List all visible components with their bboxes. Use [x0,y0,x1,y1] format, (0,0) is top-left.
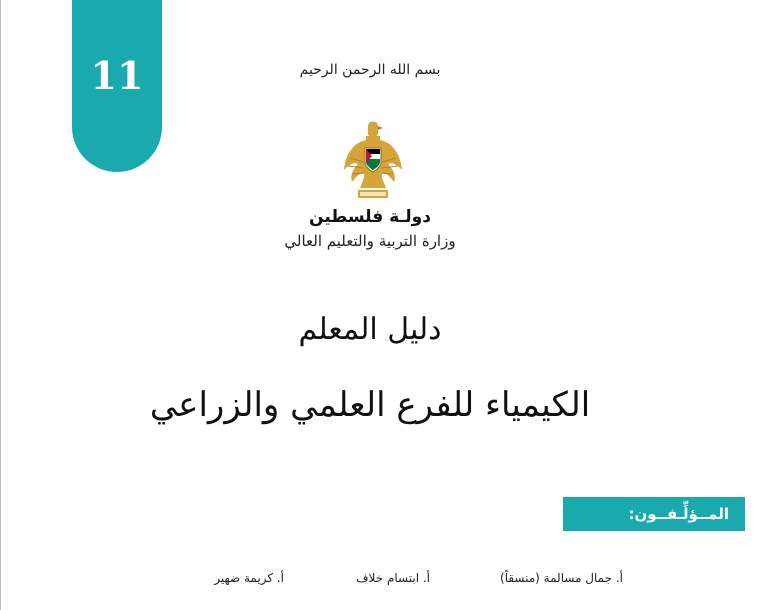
ministry-name: وزارة التربية والتعليم العالي [284,232,456,250]
basmala: بسم الله الرحمن الرحيم [299,62,441,78]
grade-tab [72,0,162,172]
document-type-title: دليل المعلم [298,312,442,347]
authors-banner [563,497,745,531]
author-name: أ. ابتسام خلاف [356,571,430,585]
author-name: أ. كريمة ضهير [214,571,284,585]
subject-title: الكيمياء للفرع العلمي والزراعي [149,385,591,425]
authors-heading: المــؤلِّـفــون: [628,505,729,523]
author-name: أ. جمال مسالمة (منسقاً) [500,571,623,585]
grade-number: 11 [90,53,144,98]
state-name: دولـة فلسطين [309,207,431,227]
eagle-emblem-icon [338,118,408,204]
